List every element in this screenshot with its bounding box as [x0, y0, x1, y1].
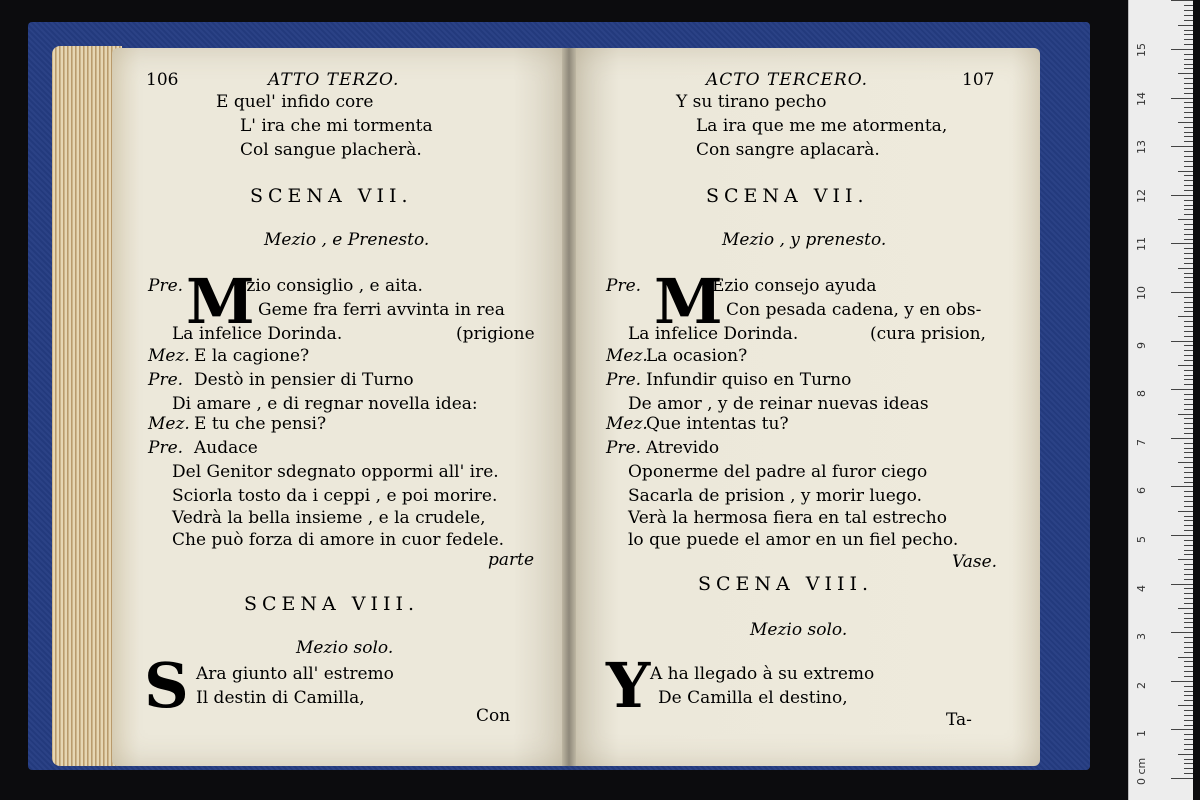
right-speaker-label: Pre. [606, 438, 642, 458]
right-speaker-label: Pre. [606, 276, 642, 296]
ruler-tick [1178, 73, 1193, 74]
ruler-number: 8 [1135, 390, 1148, 398]
ruler-tick [1184, 5, 1193, 6]
right-dialog-line: La ocasion? [646, 346, 748, 366]
ruler-tick [1184, 700, 1193, 701]
measurement-ruler [1128, 0, 1193, 800]
ruler-tick [1184, 307, 1193, 308]
ruler-tick [1184, 763, 1193, 764]
ruler-tick [1184, 59, 1193, 60]
ruler-tick [1171, 0, 1193, 1]
ruler-tick [1184, 550, 1193, 551]
ruler-tick [1184, 224, 1193, 225]
right-running-head: ACTO TERCERO. [706, 70, 869, 90]
ruler-tick [1184, 613, 1193, 614]
left-drop-cap-s: S [144, 649, 189, 722]
right-speech-line: (cura prision, [870, 324, 986, 344]
ruler-tick [1184, 593, 1193, 594]
ruler-tick [1184, 175, 1193, 176]
ruler-tick [1184, 603, 1193, 604]
ruler-number: 15 [1135, 43, 1148, 57]
right-speech-line: Con pesada cadena, y en obs- [726, 300, 982, 320]
ruler-tick [1178, 414, 1193, 415]
ruler-tick [1184, 418, 1193, 419]
ruler-tick [1184, 209, 1193, 210]
left-dialog-line: Che può forza di amore in cuor fedele. [172, 530, 505, 550]
ruler-tick [1184, 370, 1193, 371]
left-speaker-label: Pre. [148, 370, 184, 390]
right-dialog-line: Atrevido [646, 438, 720, 458]
left-running-head: ATTO TERZO. [268, 70, 400, 90]
ruler-tick [1184, 695, 1193, 696]
right-dialog-line: Infundir quiso en Turno [646, 370, 852, 390]
ruler-tick [1178, 25, 1193, 26]
ruler-tick [1184, 574, 1193, 575]
right-catchword: Ta- [946, 710, 972, 730]
book-gutter [562, 48, 576, 766]
ruler-tick [1184, 78, 1193, 79]
ruler-tick [1184, 588, 1193, 589]
left-drop-cap-m: M [186, 265, 255, 338]
ruler-number: 10 [1135, 286, 1148, 300]
ruler-tick [1184, 554, 1193, 555]
ruler-tick [1184, 15, 1193, 16]
ruler-tick [1178, 316, 1193, 317]
right-speaker-label: Mez. [606, 346, 648, 366]
ruler-tick [1184, 749, 1193, 750]
left-speaker-label: Mez. [148, 414, 190, 434]
left-dialog-line: Di amare , e di regnar novella idea: [172, 394, 478, 414]
ruler-tick [1171, 146, 1193, 147]
ruler-tick [1184, 530, 1193, 531]
ruler-tick [1184, 331, 1193, 332]
ruler-tick [1178, 705, 1193, 706]
ruler-tick [1184, 433, 1193, 434]
ruler-tick [1184, 39, 1193, 40]
ruler-number: 7 [1135, 438, 1148, 446]
ruler-number: 12 [1135, 188, 1148, 203]
ruler-tick [1184, 739, 1193, 740]
ruler-tick [1184, 117, 1193, 118]
ruler-tick [1184, 239, 1193, 240]
ruler-tick [1178, 608, 1193, 609]
ruler-tick [1171, 292, 1193, 293]
left-speech-line: Il destin di Camilla, [196, 688, 365, 708]
right-drop-cap-m: M [654, 265, 723, 338]
ruler-tick [1184, 477, 1193, 478]
left-speaker-label: Pre. [148, 276, 184, 296]
ruler-tick [1184, 725, 1193, 726]
ruler-tick [1184, 375, 1193, 376]
ruler-tick [1171, 535, 1193, 536]
left-speaker-label: Pre. [148, 438, 184, 458]
left-scene-vii-heading: SCENA VII. [250, 185, 413, 207]
ruler-tick [1184, 287, 1193, 288]
ruler-tick [1171, 438, 1193, 439]
ruler-tick [1184, 618, 1193, 619]
ruler-tick [1184, 759, 1193, 760]
left-catchword: Con [476, 706, 511, 726]
ruler-tick [1178, 122, 1193, 123]
ruler-tick [1184, 598, 1193, 599]
ruler-tick [1184, 399, 1193, 400]
ruler-tick [1184, 151, 1193, 152]
ruler-tick [1178, 657, 1193, 658]
ruler-tick [1184, 506, 1193, 507]
ruler-tick [1184, 379, 1193, 380]
ruler-number: 1 [1135, 730, 1148, 738]
right-verse-line: La ira que me me atormenta, [696, 116, 948, 136]
left-verse-line: E quel' infido core [216, 92, 374, 112]
ruler-tick [1171, 98, 1193, 99]
ruler-tick [1184, 282, 1193, 283]
right-verse-line: Con sangre aplacarà. [696, 140, 880, 160]
ruler-tick [1184, 263, 1193, 264]
ruler-number: 3 [1135, 633, 1148, 641]
ruler-tick [1184, 355, 1193, 356]
right-dialog-line: De amor , y de reinar nuevas ideas [628, 394, 929, 414]
ruler-number: 6 [1135, 487, 1148, 495]
left-speech-line: Ara giunto all' estremo [196, 664, 394, 684]
ruler-tick [1184, 336, 1193, 337]
ruler-tick [1178, 171, 1193, 172]
left-speech-line: (prigione [456, 324, 535, 344]
left-verse-line: L' ira che mi tormenta [240, 116, 433, 136]
ruler-tick [1184, 384, 1193, 385]
ruler-tick [1184, 661, 1193, 662]
left-dialog-line: Destò in pensier di Turno [194, 370, 414, 390]
left-verse-line: Col sangue placherà. [240, 140, 422, 160]
ruler-tick [1184, 136, 1193, 137]
ruler-tick [1184, 394, 1193, 395]
ruler-tick [1184, 452, 1193, 453]
ruler-tick [1184, 715, 1193, 716]
ruler-tick [1178, 365, 1193, 366]
ruler-number: 13 [1135, 140, 1148, 155]
ruler-tick [1171, 49, 1193, 50]
ruler-tick [1184, 10, 1193, 11]
ruler-tick [1184, 467, 1193, 468]
ruler-tick [1184, 20, 1193, 21]
ruler-tick [1184, 545, 1193, 546]
ruler-number: 2 [1135, 681, 1148, 689]
ruler-tick [1184, 491, 1193, 492]
ruler-tick [1184, 637, 1193, 638]
ruler-tick [1184, 88, 1193, 89]
ruler-tick [1171, 681, 1193, 682]
ruler-tick [1184, 30, 1193, 31]
ruler-tick [1184, 112, 1193, 113]
ruler-tick [1184, 540, 1193, 541]
left-speech-line: Geme fra ferri avvinta in rea [258, 300, 505, 320]
ruler-unit-label: 0 cm [1135, 757, 1148, 785]
ruler-tick [1184, 127, 1193, 128]
ruler-tick [1184, 107, 1193, 108]
ruler-tick [1184, 472, 1193, 473]
ruler-tick [1184, 501, 1193, 502]
ruler-tick [1184, 68, 1193, 69]
ruler-tick [1184, 350, 1193, 351]
right-verse-line: Y su tirano pecho [676, 92, 827, 112]
ruler-tick [1184, 234, 1193, 235]
ruler-tick [1171, 584, 1193, 585]
ruler-tick [1184, 676, 1193, 677]
ruler-tick [1184, 229, 1193, 230]
left-speaker-label: Mez. [148, 346, 190, 366]
ruler-tick [1171, 341, 1193, 342]
ruler-tick [1184, 482, 1193, 483]
ruler-tick [1184, 273, 1193, 274]
right-dialog-line: Sacarla de prision , y morir luego. [628, 486, 923, 506]
ruler-tick [1184, 671, 1193, 672]
left-page-number: 106 [146, 70, 179, 90]
ruler-tick [1184, 773, 1193, 774]
ruler-tick [1184, 156, 1193, 157]
ruler-tick [1184, 200, 1193, 201]
left-speech-line: La infelice Dorinda. [172, 324, 343, 344]
ruler-tick [1184, 647, 1193, 648]
ruler-tick [1184, 214, 1193, 215]
right-speech-line: De Camilla el destino, [658, 688, 848, 708]
left-scene-vii-cast: Mezio , e Prenesto. [264, 230, 430, 250]
right-speech-line: Ezio consejo ayuda [712, 276, 877, 296]
right-dialog-line: Verà la hermosa fiera en tal estrecho [628, 508, 947, 528]
ruler-tick [1171, 486, 1193, 487]
ruler-tick [1184, 423, 1193, 424]
ruler-tick [1184, 448, 1193, 449]
ruler-tick [1184, 44, 1193, 45]
left-dialog-line: Del Genitor sdegnato oppormi all' ire. [172, 462, 499, 482]
ruler-number: 9 [1135, 341, 1148, 349]
ruler-tick [1184, 516, 1193, 517]
ruler-tick [1184, 253, 1193, 254]
ruler-number: 4 [1135, 584, 1148, 592]
ruler-tick [1184, 83, 1193, 84]
ruler-tick [1184, 666, 1193, 667]
ruler-tick [1171, 389, 1193, 390]
ruler-tick [1184, 141, 1193, 142]
ruler-tick [1184, 64, 1193, 65]
ruler-tick [1184, 525, 1193, 526]
ruler-tick [1184, 161, 1193, 162]
ruler-tick [1184, 627, 1193, 628]
ruler-tick [1184, 409, 1193, 410]
left-exit-direction: parte [488, 550, 535, 570]
ruler-tick [1184, 248, 1193, 249]
left-dialog-line: Audace [194, 438, 258, 458]
ruler-tick [1184, 190, 1193, 191]
ruler-tick [1184, 710, 1193, 711]
right-speech-line: La infelice Dorinda. [628, 324, 799, 344]
ruler-tick [1184, 321, 1193, 322]
ruler-tick [1178, 559, 1193, 560]
ruler-tick [1178, 219, 1193, 220]
right-scene-viii-cast: Mezio solo. [750, 620, 848, 640]
ruler-tick [1184, 457, 1193, 458]
ruler-tick [1184, 443, 1193, 444]
ruler-tick [1184, 345, 1193, 346]
ruler-tick [1184, 496, 1193, 497]
ruler-tick [1184, 579, 1193, 580]
right-scene-viii-heading: SCENA VIII. [698, 573, 874, 595]
ruler-tick [1184, 652, 1193, 653]
ruler-tick [1184, 520, 1193, 521]
ruler-tick [1184, 569, 1193, 570]
ruler-tick [1171, 729, 1193, 730]
right-speech-line: A ha llegado à su extremo [650, 664, 875, 684]
ruler-tick [1184, 185, 1193, 186]
right-drop-cap-y: Y [606, 649, 651, 722]
left-dialog-line: Vedrà la bella insieme , e la crudele, [172, 508, 486, 528]
right-scene-vii-cast: Mezio , y prenesto. [722, 230, 887, 250]
ruler-tick [1184, 691, 1193, 692]
right-exit-direction: Vase. [952, 552, 998, 572]
ruler-tick [1184, 277, 1193, 278]
right-dialog-line: Que intentas tu? [646, 414, 789, 434]
ruler-tick [1184, 768, 1193, 769]
ruler-tick [1171, 778, 1193, 779]
ruler-tick [1184, 311, 1193, 312]
left-speech-line: Ezio consiglio , e aita. [234, 276, 423, 296]
ruler-tick [1184, 180, 1193, 181]
ruler-tick [1184, 166, 1193, 167]
right-scene-vii-heading: SCENA VII. [706, 185, 869, 207]
ruler-tick [1184, 302, 1193, 303]
ruler-tick [1184, 205, 1193, 206]
right-speaker-label: Mez. [606, 414, 648, 434]
right-page-number: 107 [962, 70, 995, 90]
ruler-tick [1178, 511, 1193, 512]
ruler-tick [1171, 195, 1193, 196]
ruler-tick [1178, 754, 1193, 755]
ruler-tick [1171, 632, 1193, 633]
ruler-tick [1184, 360, 1193, 361]
left-scene-viii-cast: Mezio solo. [296, 638, 394, 658]
ruler-tick [1184, 54, 1193, 55]
ruler-tick [1184, 642, 1193, 643]
ruler-number: 11 [1135, 237, 1148, 252]
ruler-number: 5 [1135, 536, 1148, 543]
ruler-tick [1184, 720, 1193, 721]
left-scene-viii-heading: SCENA VIII. [244, 593, 420, 615]
left-dialog-line: E tu che pensi? [194, 414, 327, 434]
ruler-tick [1184, 686, 1193, 687]
ruler-tick [1184, 34, 1193, 35]
ruler-tick [1184, 404, 1193, 405]
ruler-tick [1184, 744, 1193, 745]
ruler-tick [1184, 428, 1193, 429]
ruler-tick [1184, 132, 1193, 133]
left-dialog-line: Sciorla tosto da i ceppi , e poi morire. [172, 486, 498, 506]
ruler-tick [1184, 297, 1193, 298]
ruler-tick [1178, 268, 1193, 269]
ruler-number: 14 [1135, 91, 1148, 106]
right-dialog-line: Oponerme del padre al furor ciego [628, 462, 928, 482]
ruler-tick [1184, 102, 1193, 103]
left-dialog-line: E la cagione? [194, 346, 310, 366]
ruler-tick [1184, 326, 1193, 327]
right-speaker-label: Pre. [606, 370, 642, 390]
ruler-tick [1178, 462, 1193, 463]
ruler-tick [1184, 564, 1193, 565]
ruler-tick [1171, 243, 1193, 244]
ruler-tick [1184, 93, 1193, 94]
ruler-tick [1184, 258, 1193, 259]
ruler-tick [1184, 622, 1193, 623]
ruler-tick [1184, 734, 1193, 735]
right-dialog-line: lo que puede el amor en un fiel pecho. [628, 530, 959, 550]
